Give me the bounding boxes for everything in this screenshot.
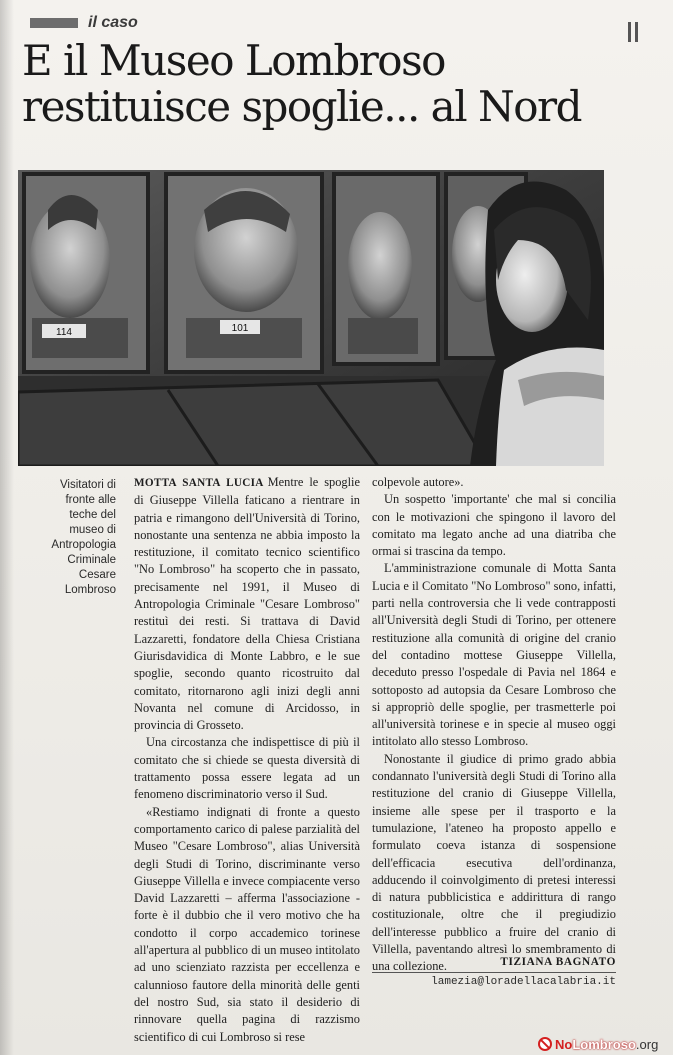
- byline-divider: [372, 972, 616, 973]
- article-photo: [18, 170, 604, 466]
- article-paragraph: Una circostanza che indispettisce di più il comitato che si chiede se questa diversità di trattamento possa essere legata ad un fenomeno discriminatorio verso il Sud.: [134, 735, 360, 802]
- article-column-1: [134, 474, 360, 1046]
- watermark-org: .org: [635, 1036, 659, 1052]
- article-paragraph: Un sospetto 'importante' che mal si concilia con le motivazioni che spingono il lavoro del comitato ma legato anche ad una diatriba che ormai si trascina da tempo.: [372, 492, 616, 559]
- caption-line: Visitatori di: [59, 479, 116, 491]
- watermark-lombroso: Lombroso: [572, 1036, 636, 1052]
- source-email: lamezia@loradellacalabria.it: [431, 976, 616, 988]
- article-column-2: [372, 474, 616, 976]
- headline-line-2: restituisce spoglie... al Nord: [22, 82, 581, 131]
- headline: [22, 38, 662, 130]
- article-paragraph: L'amministrazione comunale di Motta Santa Lucia e il Comitato "No Lombroso" sono, infatti, parti nella controversia che li vede contrapposti all'Università degli Studi di Torino, per ottenere restituzione alla comunità di origine del cranio del contadino mottese Giuseppe Villella, deceduto presso l'ospedale di Pavia nel 1864 e sottoposto ad autopsia da Cesare Lombroso che si appropriò delle spoglie, per trasmetterle poi all'università torinese e in specie al museo oggi intitolato allo stesso Lombroso.: [372, 561, 616, 749]
- watermark: [538, 1036, 658, 1052]
- exhibit-label-101: 101: [231, 323, 249, 334]
- page-edge-shadow: [0, 0, 14, 1055]
- watermark-no: No: [555, 1036, 573, 1052]
- rubric-label: il caso: [88, 14, 138, 31]
- exhibit-label-114: 114: [56, 327, 72, 338]
- dateline: MOTTA SANTA LUCIA: [134, 477, 264, 489]
- rubric-bar: [30, 18, 78, 28]
- watermark-text: [555, 1037, 658, 1052]
- caption-line: Lombroso: [64, 584, 116, 596]
- caption-line: Criminale: [67, 554, 116, 566]
- article-paragraph: [134, 474, 360, 734]
- article-paragraph: Nonostante il giudice di primo grado abbia condannato l'università degli Studi di Torino alla restituzione del cranio di Giuseppe Villella, insieme alle spese per il trasporto e la tumulazione, l'ateneo ha proposto appello e formulato coeva istanza di sospensione dell'efficacia esecutiva dell'ordinanza, adducendo il coinvolgimento di pretesi interessi di natura pubblicistica e addirittura di rango costituzionale, oltre che il pregiudizio dell'interesse pubblico a fruire del cranio di Villella, paventando altresì lo smembramento di una collezione.: [372, 751, 616, 974]
- paragraph-text: Mentre le spoglie di Giuseppe Villella faticano a rientrare in patria e rimangono dell'Università di Torino, nonostante una sentenza ne abbia imposto la restituzione, il comitato tecnico scientifico "No Lombroso" ha scoperto che in passato, precisamente nel 1991, il Museo di Antropologia Criminale "Cesare Lombroso" restituì dei resti. Si trattava di David Lazzaretti, fondatore della Chiesa Cristiana Giurisdavidica di Monte Labbro, e le sue spoglie, secondo quanto ricostruito dal comitato, ritornarono agli inizi degli anni Novanta nel comune di Arcidosso, in provincia di Grosseto.: [134, 475, 360, 733]
- photo-caption: [18, 478, 116, 598]
- article-paragraph: «Restiamo indignati di fronte a questo comportamento carico di palese parzialità del Museo "Cesare Lombroso", alias Università degli Studi di Torino, discriminante verso Giuseppe Villella e invece compiacente verso David Lazzaretti – afferma l'associazione - forte è il dubbio che il vero motivo che ha condotto il corpo accademico torinese all'apertura al pubblico di un museo intitolato ad uno scienziato razzista per eccellenza e calunnioso fautore della minorità delle genti del nostro Sud, sia stato il desiderio di rinnovare quella pagina di razzismo scientifico di cui Lombroso si rese: [134, 804, 360, 1044]
- headline-line-1: E il Museo Lombroso: [22, 36, 445, 85]
- caption-line: fronte alle: [65, 494, 116, 506]
- museum-display-photo: [18, 170, 604, 466]
- caption-line: Cesare: [78, 569, 116, 581]
- caption-line: Antropologia: [51, 539, 116, 551]
- section-rubric: [30, 14, 138, 32]
- caption-line: teche del: [69, 509, 116, 521]
- article-paragraph: colpevole autore».: [372, 475, 464, 489]
- no-sign-icon: [538, 1037, 552, 1051]
- byline: TIZIANA BAGNATO: [500, 956, 616, 968]
- caption-line: museo di: [69, 524, 116, 536]
